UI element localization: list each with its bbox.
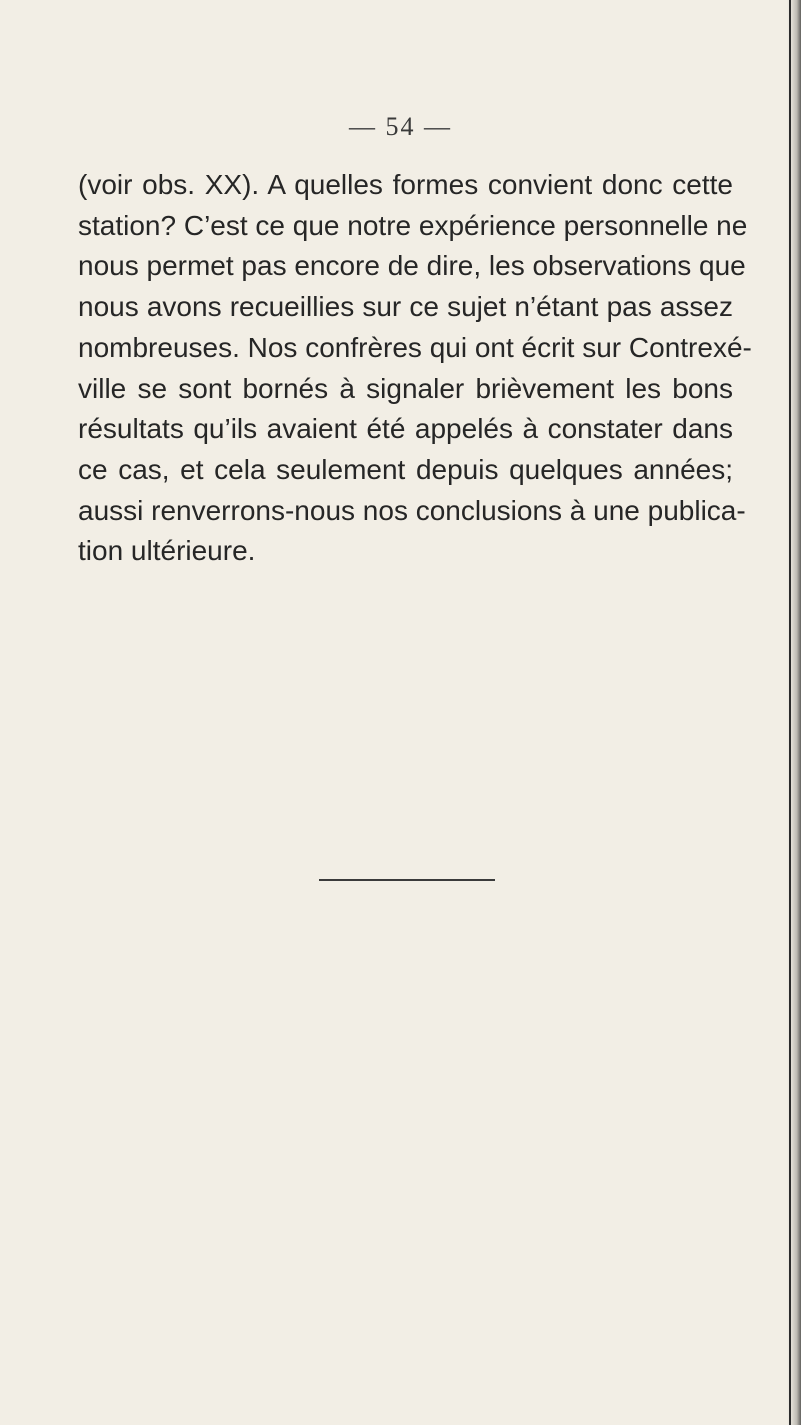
text-line: (voir obs. XX). A quelles formes convient donc cette: [78, 169, 733, 200]
page-edge-line: [789, 0, 791, 1425]
text-line: nombreuses. Nos confrères qui ont écrit sur Contrexé-: [78, 331, 752, 363]
text-line: ce cas, et cela seulement depuis quelques années;: [78, 453, 733, 485]
text-line: nous avons recueillies sur ce sujet n’étant pas assez: [78, 291, 733, 323]
body-paragraph: [78, 165, 752, 572]
text-line: station? C’est ce que notre expérience personnelle ne: [78, 209, 748, 241]
text-line: résultats qu’ils avaient été appelés à constater dans: [78, 413, 733, 445]
page-number: — 54 —: [349, 112, 452, 141]
section-divider-rule: [319, 879, 495, 881]
text-line: aussi renverrons-nous nos conclusions à une publica-: [78, 494, 746, 526]
text-line: ville se sont bornés à signaler brièvement les bons: [78, 372, 733, 404]
text-line-last: tion ultérieure.: [78, 535, 256, 567]
text-line: nous permet pas encore de dire, les observations que: [78, 250, 746, 282]
